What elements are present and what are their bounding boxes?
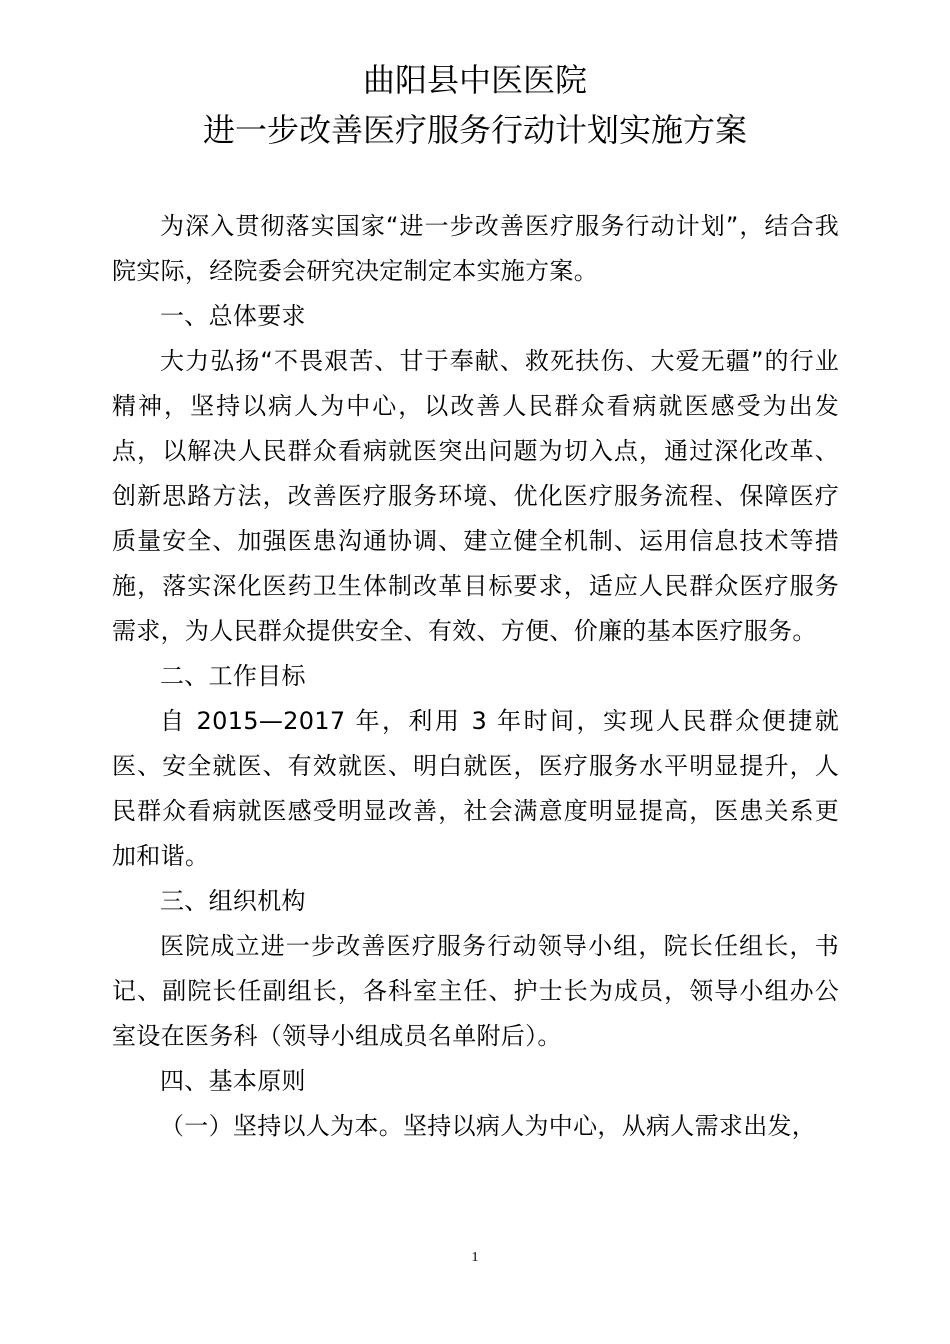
section-heading-basic-principles: 四、基本原则 (160, 1067, 306, 1095)
section-paragraph-basic-principles: （一）坚持以人为本。坚持以病人为中心，从病人需求出发， (160, 1112, 817, 1140)
document-body (112, 204, 839, 1149)
document-title-line2: 进一步改善医疗服务行动计划实施方案 (202, 111, 747, 149)
section-paragraph-general-requirements: 大力弘扬“不畏艰苦、甘于奉献、救死扶伤、大爱无疆”的行业精神，坚持以病人为中心，以改善人民群众看病就医感受为出发点，以解决人民群众看病就医突出问题为切入点，通过深化改革、创新思路方法，改善医疗服务环境、优化医疗服务流程、保障医疗质量安全、加强医患沟通协调、建立健全机制、运用信息技术等措施，落实深化医药卫生体制改革目标要求，适应人民群众医疗服务需求，为人民群众提供安全、有效、方便、价廉的基本医疗服务。 (112, 347, 839, 645)
section-heading-work-goals: 二、工作目标 (160, 662, 306, 690)
page-number: 1 (471, 1250, 479, 1265)
section-heading-organization: 三、组织机构 (160, 887, 306, 915)
section-paragraph-work-goals: 自 2015—2017 年，利用 3 年时间，实现人民群众便捷就医、安全就医、有效就医、明白就医，医疗服务水平明显提升，人民群众看病就医感受明显改善，社会满意度明显提高，医患关系更加和谐。 (112, 707, 839, 870)
intro-paragraph: 为深入贯彻落实国家“进一步改善医疗服务行动计划”，结合我院实际，经院委会研究决定制定本实施方案。 (112, 212, 839, 285)
document-title-line1: 曲阳县中医医院 (362, 61, 587, 99)
section-paragraph-organization: 医院成立进一步改善医疗服务行动领导小组，院长任组长，书记、副院长任副组长，各科室主任、护士长为成员，领导小组办公室设在医务科（领导小组成员名单附后）。 (112, 932, 839, 1050)
section-heading-general-requirements: 一、总体要求 (160, 302, 306, 330)
